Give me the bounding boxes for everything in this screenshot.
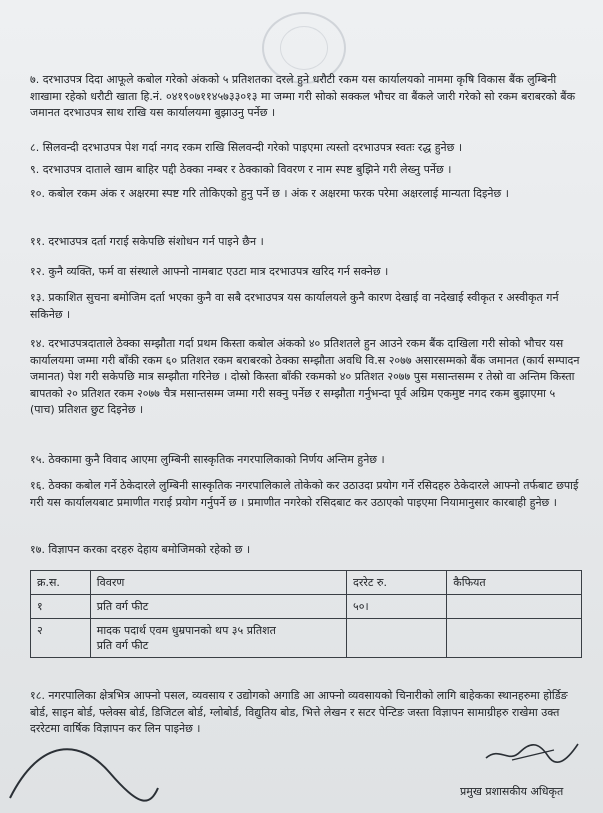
clause-15: १५. ठेक्कामा कुनै विवाद आएमा लुम्बिनी सास्कृतिक नगरपालिकाको निर्णय अन्तिम हुनेछ । bbox=[30, 453, 385, 466]
clause-9: ९. दरभाउपत्र दाताले खाम बाहिर पद्दी ठेक्का नम्बर र ठेक्काको विवरण र नाम स्पष्ट बुझिने गरी लेख्नु पर्नेछ । bbox=[30, 163, 452, 176]
clause-17: १७. विज्ञापन करका दरहरु देहाय बमोजिमको रहेको छ । bbox=[30, 543, 251, 556]
clause-10: १०. कबोल रकम अंक र अक्षरमा स्पष्ट गरि तोकिएको हुनु पर्ने छ । अंक र अक्षरमा फरक परेमा अक्षरलाई मान्यता दिइनेछ । bbox=[30, 187, 509, 200]
table-cell: मादक पदार्थ एवम धुम्रपानको थप ३५ प्रतिशत प्रति वर्ग फीट bbox=[90, 619, 346, 658]
table-cell: २ bbox=[31, 619, 91, 658]
advertisement-rate-table bbox=[30, 570, 582, 658]
table-header-cell: दररेट रु. bbox=[347, 571, 447, 595]
clause-8: ८. सिलवन्दी दरभाउपत्र पेश गर्दा नगद रकम राखि सिलवन्दी गरेको पाइएमा त्यस्तो दरभाउपत्र स्वतः रद्ध हुनेछ । bbox=[30, 141, 463, 154]
table-cell bbox=[447, 595, 582, 619]
table-header-row bbox=[31, 571, 582, 595]
table-header-cell: क्र.स. bbox=[31, 571, 91, 595]
table-cell: १ bbox=[31, 595, 91, 619]
clause-18: १८. नगरपालिका क्षेत्रभित्र आफ्नो पसल, व्यवसाय र उद्योगको अगाडि आ आफ्नो व्यवसायको चिनारीको लागि बाहेकका स्थानहरुमा होर्डिङ बोर्ड, साइन बोर्ड, फ्लेक्स बोर्ड, डिजिटल बोर्ड, ग्लोबोर्ड, विद्युतिय बोड, भित्ते लेखन र सटर पेन्टिङ जस्ता विज्ञापन सामाग्रीहरु राखेमा उक्त दररेटमा वार्षिक विज्ञापन कर लिन पाइनेछ । bbox=[30, 689, 568, 735]
signatory-title: प्रमुख प्रशासकीय अधिकृत bbox=[460, 785, 564, 798]
table-cell: प्रति वर्ग फीट bbox=[90, 595, 346, 619]
margin-ink-scribble bbox=[0, 728, 160, 813]
signature bbox=[482, 738, 582, 766]
table-header-cell: कैफियत bbox=[447, 571, 582, 595]
table-cell bbox=[347, 619, 447, 658]
table-row bbox=[31, 595, 582, 619]
clause-13: १३. प्रकाशित सुचना बमोजिम दर्ता भएका कुनै वा सबै दरभाउपत्र यस कार्यालयले कुनै कारण देखाई वा नदेखाई स्वीकृत र अस्वीकृत गर्न सकिनेछ । bbox=[30, 291, 559, 321]
clause-7: ७. दरभाउपत्र दिदा आफूले कबोल गरेको अंकको ५ प्रतिशतका दरले हुने धरौटी रकम यस कार्यालयको नाममा कृषि विकास बैंक लुम्बिनी शाखामा रहेको धरौटी खाता हि.नं. ०४१९०७११४५७३३०१३ मा जम्मा गरी सोको सक्कल भौचर वा बैंकले जारी गरेको सो रकम बराबरको बैंक जमानत दरभाउपत्र साथ राखि यस कार्यालयमा बुझाउनु पर्नेछ । bbox=[30, 73, 576, 119]
table-row bbox=[31, 619, 582, 658]
table-cell: ५०। bbox=[347, 595, 447, 619]
table-cell bbox=[447, 619, 582, 658]
table-header-cell: विवरण bbox=[90, 571, 346, 595]
clause-12: १२. कुनै व्यक्ति, फर्म वा संस्थाले आफ्नो नामबाट एउटा मात्र दरभाउपत्र खरिद गर्न सक्नेछ । bbox=[30, 265, 389, 278]
clause-11: ११. दरभाउपत्र दर्ता गराई सकेपछि संशोधन गर्न पाइने छैन । bbox=[30, 235, 264, 248]
clause-16: १६. ठेक्का कबोल गर्ने ठेकेदारले लुम्बिनी सास्कृतिक नगरपालिकाले तोकेको कर उठाउदा प्रयोग गर्ने रसिदहरु ठेकेदारले आफ्नो तर्फबाट छपाई गरी यस कार्यालयबाट प्रमाणीत गराई प्रयोग गर्नुपर्ने छ । प्रमाणीत नगरेको रसिदबाट कर उठाएको पाइएमा नियामानुसार कारबाही हुनेछ । bbox=[30, 479, 579, 509]
clause-14: १४. दरभाउपत्रदाताले ठेक्का सम्झौता गर्दा प्रथम किस्ता कबोल अंकको ४० प्रतिशतले हुन आउने रकम बैंक दाखिला गरी सोको भौचर यस कार्यालयमा जम्मा गरी बाँकी रकम ६० प्रतिशत रकम बराबरको ठेक्का सम्झौता अवधि वि.स २०७७ असारसम्मको बैंक जमानत (कार्य सम्पादन जमानत) पेश गरी सकेपछि मात्र सम्झौता गरिनेछ । दोस्रो किस्ता बाँकी रकमको ४० प्रतिशत २०७७ पुस मसान्तसम्म र तेस्रो वा अन्तिम किस्ता बापतको २० प्रतिशत रकम २०७७ चैत्र मसान्तसम्म जम्मा गरी सक्नु पर्नेछ र सम्झौता गर्नुभन्दा पूर्व अग्रिम एकमुष्ट नगद रकम बुझाएमा ५ (पाच) प्रतिशत छुट दिइनेछ । bbox=[30, 337, 580, 416]
